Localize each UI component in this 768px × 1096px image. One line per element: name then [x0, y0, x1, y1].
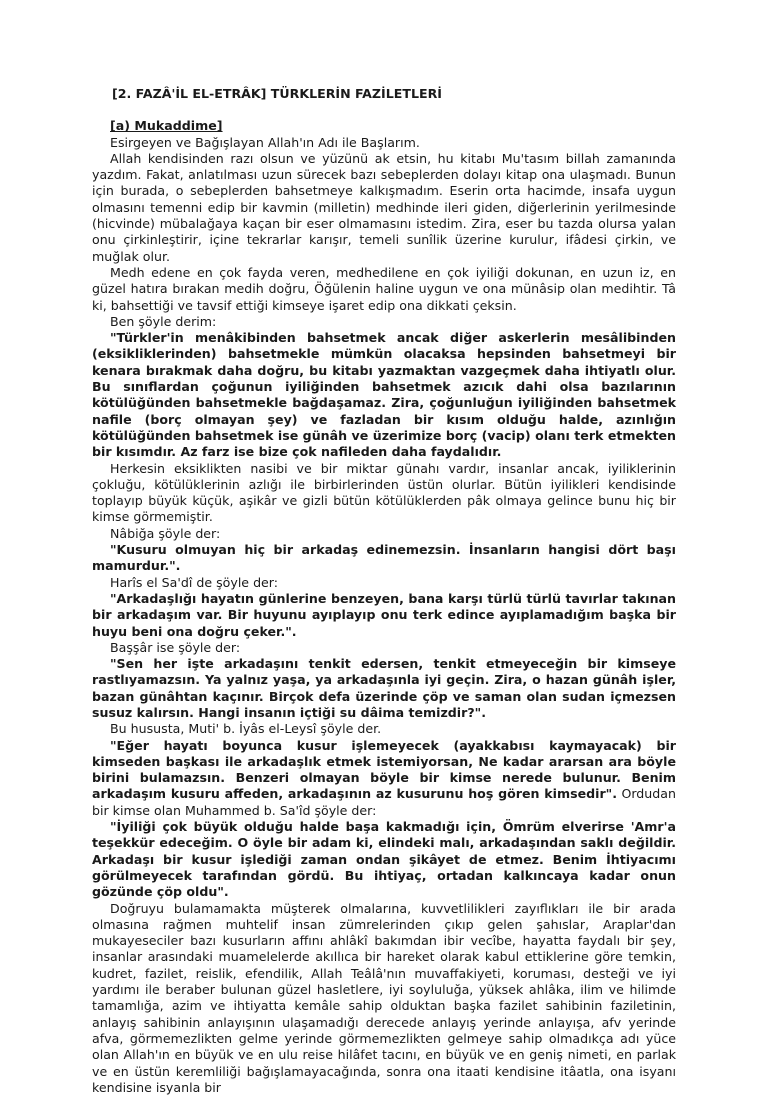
- document-page: [92, 86, 676, 1096]
- quote-turkler: "Türkler'in menâkibinden bahsetmek ancak diğer askerlerin mesâlibinden (eksikliklerinden) bahsetmekle mümkün olacaksa hepsinden bahsetmeyi bir kenara bırakmak daha doğru, bu kitabı yazmaktan vazgeçmek daha ihtiyatlı olur. Bu sınıflardan çoğunun iyiliğinden bahsetmek azıcık dahi olsa bazılarının kötülüğünden bahsetmekle bağdaşamaz. Zira, çoğunluğun iyiliğinden bahsetmek nafile (borç olmayan şey) ve fazladan bir kısım olduğu halde, azınlığın kötülüğünden bahsetmek ise günâh ve üzerimize borç (vacip) olanı terk etmekten bir kısımdır. Az farz ise bize çok nafileden daha faydalıdır.: [92, 330, 676, 460]
- paragraph-doğruyu: Doğruyu bulamamakta müşterek olmalarına, kuvvetlilikleri zayıflıkları ile bir arada olmasına rağmen muhtelif insan zümrelerinden çıkıp gelen şahıslar, Araplar'dan mukayeseciler bazı kusurların affını ahlâkî bakımdan ibir vecîbe, hayatta faydalı bir şey, insanlar arasındaki muamelelerde akıllıca bir hareket olarak kabul ettiklerine göre temkin, kudret, fazilet, reislik, efendilik, Allah Teâlâ'nın muvaffakiyeti, koruması, desteği ve iyi yardımı ile beraber bulunan güzel hasletlere, iyi soyluluğa, yüksek ahlâka, ilim ve hilimde tamamlığa, azim ve ihtiyatta kemâle sahip olduktan başka fazilet sahibinin faziletinin, anlayış sahibinin anlayışının ulaşamadığı derecede anlayış yerinde anlayışa, afv yerinde afva, görmemezlikten gelme yerinde görmemezlikten gelmeye sahip olmadıkça adı yüce olan Allah'ın en büyük ve en ulu reise hilâfet tacını, en büyük ve en geniş nimeti, en parlak ve en üstün keremliliği bağışlamayacağında, sonra ona itaati kendisine itâatla, ona isyanı kendisine isyanla bir: [92, 900, 676, 1095]
- document-title: [2. FAZÂ'İL EL-ETRÂK] TÜRKLERİN FAZİLETLERİ: [112, 86, 442, 101]
- paragraph-basmala: Esirgeyen ve Bağışlayan Allah'ın Adı ile Başlarım.: [110, 134, 420, 150]
- paragraph-nabiga: Nâbiğa şöyle der:: [110, 525, 221, 541]
- paragraph-muti: Bu hususta, Muti' b. İyâs el-Leysî şöyle der.: [110, 721, 382, 737]
- paragraph-intro: Allah kendisinden razı olsun ve yüzünü ak etsin, hu kitabı Mu'tasım billah zamanında yazdım. Fakat, anlatılması uzun sürecek bazı sebeplerden dolayı kitap ona ulaşmadı. Bunun için burada, o sebeplerden bahsetmeye kalkışmadım. Eserin orta hacimde, insafa uygun olmasını temenni edip bir kavmin (milletin) medhinde ileri giden, diğerlerinin yerilmesinde (hicvinde) mübalağaya kaçan bir eser olmamasını istedim. Zira, eser bu tazda olursa yalan onu çirkinleştirir, içine tekrarlar karışır, temeli sunîlik üzerine kurulur, ifâdesi çirkin, ve muğlak olur.: [92, 150, 676, 264]
- muti-tail-text: Ordudan bir kimse olan Muhammed b. Sa'îd şöyle der:: [92, 786, 676, 818]
- section-heading-text: [a) Mukaddime]: [110, 118, 223, 134]
- paragraph-ben-soyle-derim: Ben şöyle derim:: [110, 313, 217, 329]
- paragraph-haris: Harîs el Sa'dî de şöyle der:: [110, 574, 279, 590]
- section-heading: [92, 118, 676, 134]
- quote-muhammed: "İyiliği çok büyük olduğu halde başa kakmadığı için, Ömrüm elverirse 'Amr'a teşekkür edeceğim. O öyle bir adam ki, elindeki malı, arkadaşından saklı değildir. Arkadaşı bir kusur işlediği zaman ondan şikâyet de etmez. Benim İhtiyacımı görülmeyecek tarafından gördü. Bu ihtiyaç, ortadan kalkıncaya kadar onun gözünde çöp oldu".: [92, 819, 676, 900]
- quote-haris: "Arkadaşlığı hayatın günlerine benzeyen, bana karşı türlü türlü tavırlar takınan bir arkadaşım var. Bir huyunu ayıplayıp onu terk edince ayıplamadığım başka bir huyu beni ona doğru çeker.".: [92, 590, 676, 639]
- paragraph-medh: Medh edene en çok fayda veren, medhedilene en çok iyiliği dokunan, en uzun iz, en güzel hatıra bırakan medih doğru, Öğülenin haline uygun ve ona münâsip olan medihtir. Tâ ki, bahsettiği ve tavsif ettiği kimseye işaret edip ona dikkati çeksin.: [92, 264, 676, 313]
- paragraph-herkesin: Herkesin eksiklikten nasibi ve bir miktar günahı vardır, insanlar ancak, iyiliklerinin çokluğu, kötülüklerinin azlığı ile birbirlerinden üstün olurlar. Bütün iyilikleri kendisinde toplayıp büyük küçük, aşikâr ve gizli bütün kötülüklerden pâk olmaya gelince bunu hiç bir kimse görmemiştir.: [92, 460, 676, 525]
- paragraph-muti-quote: [92, 738, 676, 819]
- paragraph-bassar: Başşâr ise şöyle der:: [110, 639, 241, 655]
- quote-nabiga: "Kusuru olmuyan hiç bir arkadaş edinemezsin. İnsanların hangisi dört başı mamurdur.".: [92, 542, 676, 574]
- quote-bassar: "Sen her işte arkadaşını tenkit edersen, tenkit etmeyeceğin bir kimseye rastlıyamazsın. Ya yalnız yaşa, ya arkadaşınla iyi geçin. Zira, o hazan günâh işler, bazan günâhtan kaçınır. Birçok defa üzerinde çöp ve saman olan sudan içmezsen susuz kalırsın. Hangi insanın içtiği su dâima temizdir?".: [92, 656, 676, 720]
- quote-muti: "Eğer hayatı boyunca kusur işlemeyecek (ayakkabısı kaymayacak) bir kimseden başkası ile arkadaşlık etmek istemiyorsan, Ne kadar ararsan ara böyle birini bulamazsın. Benzeri olmayan böyle bir kimse nerede bulunur. Benim arkadaşım kusuru affeden, arkadaşının az kusurunu hoş gören kimsedir".: [92, 737, 676, 802]
